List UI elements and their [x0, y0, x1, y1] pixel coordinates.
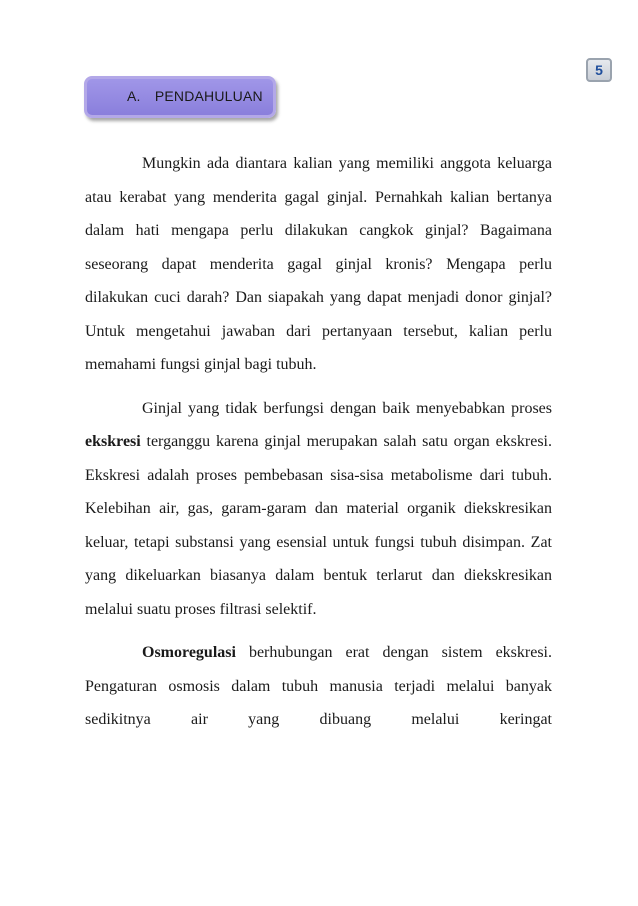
paragraph-2 — [85, 392, 552, 627]
paragraph-3 — [85, 636, 552, 737]
paragraph-1-text: Mungkin ada diantara kalian yang memiliki anggota keluarga atau kerabat yang menderita gagal ginjal. Pernahkah kalian bertanya dalam hati mengapa perlu dilakukan cangkok ginjal? Bagaimana seseorang dapat menderita gagal ginjal kronis? Mengapa perlu dilakukan cuci darah? Dan siapakah yang dapat menjadi donor ginjal? Untuk mengetahui jawaban dari pertanyaan tersebut, kalian perlu memahami fungsi ginjal bagi tubuh. — [85, 155, 552, 373]
section-heading-box — [84, 76, 276, 118]
paragraph-1 — [85, 147, 552, 382]
term-osmoregulasi: Osmoregulasi — [142, 644, 236, 661]
page-number: 5 — [586, 58, 612, 82]
section-title: A. PENDAHULUAN — [127, 88, 263, 104]
body-text — [85, 147, 552, 737]
paragraph-2-text-start: Ginjal yang tidak berfungsi dengan baik menyebabkan proses — [142, 399, 552, 417]
paragraph-3-text: berhubungan erat dengan sistem ekskresi. Pengaturan osmosis dalam tubuh manusia terjadi melalui banyak sedikitnya air yang dibuang melalui keringat — [85, 644, 552, 728]
paragraph-2-text-rest: terganggu karena ginjal merupakan salah satu organ ekskresi. Ekskresi adalah proses pembebasan sisa-sisa metabolisme dari tubuh. Kelebihan air, gas, garam-garam dan material organik diekskresikan keluar, tetapi substansi yang esensial untuk fungsi tubuh disimpan. Zat yang dikeluarkan biasanya dalam bentuk terlarut dan diekskresikan melalui suatu proses filtrasi selektif. — [85, 433, 552, 618]
term-ekskresi: ekskresi — [85, 433, 141, 450]
